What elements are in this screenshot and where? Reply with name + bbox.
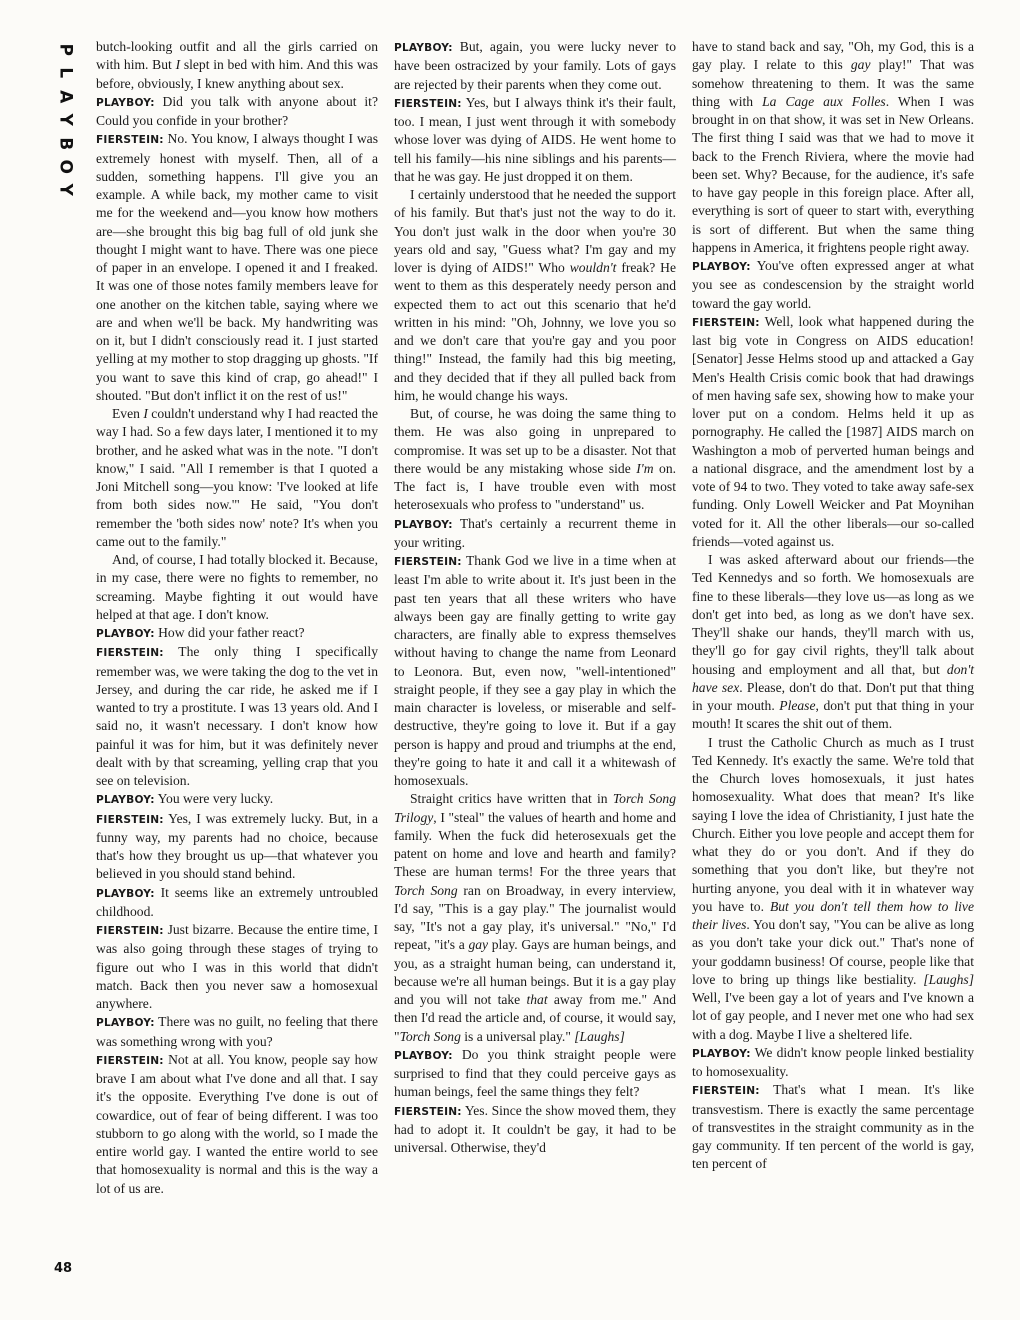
article-paragraph (692, 551, 974, 734)
paragraph-text: No. You know, I always thought I was extremely honest with myself. Then, all of a sudden, something happens. I'll give you an example. A while back, my mother came to visit me for the weekend and—you know how mothers are—she brought this big bag full of old junk she thought I might want to have. There was one piece of paper in an envelope. I opened it and I freaked. It was one of those notes family members leave for one another on the kitchen table, saying where we are and when we'll be back. My handwriting was on it, but I didn't consciously read it. I just started yelling at my mother to stop dragging up ghosts. "If you want to save this kind of crap, go ahead!" I shouted. "But don't inflict it on the rest of us!" (96, 131, 378, 403)
paragraph-text: Yes. Since the show moved them, they had to adopt it. It couldn't be gay, it had to be universal. Otherwise, they'd (394, 1102, 676, 1155)
title-letter: L (55, 67, 76, 79)
speaker-label: PLAYBOY: (394, 42, 453, 54)
article-paragraph (394, 552, 676, 790)
speaker-label: PLAYBOY: (96, 794, 155, 807)
paragraph-text: And, of course, I had totally blocked it. Because, in my case, there were no fights to remember, no screaming. Maybe fighting it out would have helped at that age. I don't know. (96, 552, 378, 622)
speaker-label: FIERSTEIN: (394, 1105, 462, 1118)
speaker-label: PLAYBOY: (96, 628, 155, 640)
article-paragraph (394, 1046, 676, 1102)
speaker-label: PLAYBOY: (96, 96, 155, 109)
title-letter: B (55, 136, 76, 150)
article-paragraph (394, 405, 676, 515)
paragraph-text: I trust the Catholic Church as much as I trust Ted Kennedy. It's exactly the same. We're told that the Church loves homosexuals, it just hates homosexuality. What does that mean? It's like saying I love the idea of Christianity, I just hate the Church. Either you love people and accept them for what they do or you don't. And if they do something that you don't like, but they're not hurting anyone, you deal with it in whatever way you have to. But you don't tell them how to live their lives. You don't say, "You can be alive as long as you don't take your dick out." That's none of your goddamn business! Of course, people like that love to bring up things like bestiality. [Laughs] Well, I've been gay a lot of years and I've known a lot of gay people, and I never met one who had sex with a dog. Maybe I live a sheltered life. (692, 734, 975, 1042)
speaker-label: PLAYBOY: (394, 518, 453, 531)
speaker-label: PLAYBOY: (394, 1049, 453, 1062)
speaker-label: FIERSTEIN: (96, 647, 164, 660)
article-paragraph (96, 93, 378, 131)
paragraph-text: It seems like an extremely untroubled childhood. (96, 884, 378, 919)
paragraph-text: But, again, you were lucky never to have been ostracized by your family. Lots of gays are rejected by their parents when they come out. (394, 39, 677, 92)
title-letter: Y (55, 183, 76, 197)
article-paragraph (692, 257, 974, 313)
article-paragraph (96, 643, 378, 790)
speaker-label: FIERSTEIN: (96, 1054, 164, 1067)
paragraph-text: But, of course, he was doing the same thing to them. He was also going in unprepared to compromise. It was set up to be a disaster. Not that there would be any mistaking whose side I'm on. The fact is, I have trouble even with most heterosexuals who profess to "understand" us. (394, 406, 677, 513)
article-paragraph (394, 94, 676, 186)
article-paragraph (96, 1013, 378, 1051)
paragraph-text: have to stand back and say, "Oh, my God, this is a gay play. I relate to this gay play!" That was somehow threatening to them. It was the same thing with La Cage aux Folles. When I was brought in on that show, it was set in New Orleans. The first thing I said was that we had to move it back to the French Riviera, where the movie had been set. Why? Because, for the audience, it's safe to have gay people in this foreign place. After all, everything is sort of queer to start with, everything is sort of different. But when the same thing happens in America, it frightens people right away. (692, 39, 975, 255)
title-letter: O (55, 159, 76, 174)
article-paragraph (96, 810, 378, 884)
paragraph-text: Just bizarre. Because the entire time, I was also going through these stages of trying to figure out who I was in this world that didn't match. Back then you never saw a homosexual anywhere. (96, 922, 378, 1011)
paragraph-text: I was asked afterward about our friends—the Ted Kennedys and so forth. We homosexuals are fine to these liberals—they love us—as long as we don't get into bed, as long as we don't have sex. They'll shake our hands, they'll march with us, they'll go for gay civil rights, they'll talk about housing and employment and all that, but don't have sex. Please, don't do that. Don't put that thing in your mouth. Please, don't put that thing in your mouth! It scares the shit out of them. (692, 552, 975, 732)
paragraph-text: Yes, I was extremely lucky. But, in a funny way, my parents had no choice, because that's how they brought us up—that whatever you believed in you should stand behind. (96, 810, 378, 882)
paragraph-text: You were very lucky. (157, 791, 274, 807)
article-paragraph (394, 515, 676, 553)
article-paragraph (692, 734, 974, 1044)
paragraph-text: Do you think straight people were surprised to find that they could perceive gays as human beings, feel the same things they felt? (394, 1046, 676, 1100)
speaker-label: PLAYBOY: (692, 261, 751, 273)
article-paragraph (394, 1102, 676, 1158)
paragraph-text: You've often expressed anger at what you see as condescension by the straight world toward the gay world. (692, 258, 974, 311)
article-paragraph (96, 1051, 378, 1198)
speaker-label: FIERSTEIN: (96, 134, 164, 147)
paragraph-text: Did you talk with anyone about it? Could you confide in your brother? (96, 93, 378, 128)
magazine-vertical-title (52, 38, 78, 202)
article-paragraph (96, 884, 378, 922)
speaker-label: FIERSTEIN: (692, 316, 760, 329)
paragraph-text: I certainly understood that he needed the support of his family. But that's just not the way to do it. You don't just walk in the door when you're 30 years old and say, "Guess what? I'm gay and my lover is dying of AIDS!" Who wouldn't freak? He went to them as this desperately needy person and expected them to act out this scenario that he'd written in his mind: "Oh, Johnny, we love you so and we don't care that you're gay and you poor thing!" Instead, the family had this big meeting, and they decided that if they all pulled back from him, he would change his ways. (394, 187, 676, 403)
speaker-label: FIERSTEIN: (394, 97, 462, 110)
paragraph-text: That's certainly a recurrent theme in your writing. (394, 515, 676, 550)
article-paragraph (394, 790, 676, 1046)
paragraph-text: We didn't know people linked bestiality to homosexuality. (692, 1044, 974, 1079)
paragraph-text: Well, look what happened during the last big vote in Congress on AIDS education! [Senator] Jesse Helms stood up and attacked a Gay Men's Health Crisis comic book that had drawings of men having safe sex, showing how to make your lover put on a condom. Helms held it up as pornography. He called the [1987] AIDS march on Washington a mob of perverted human beings and a national disgrace, and the amendment lost by a vote of 94 to two. They voted to take away safe-sex funding. Only Lowell Weicker and Pat Moynihan voted for it. All the other liberals—our so-called friends—voted against us. (692, 313, 975, 549)
title-letter: P (55, 43, 76, 56)
article-paragraph (96, 921, 378, 1013)
article-paragraph (96, 130, 378, 405)
text-column-1 (96, 38, 378, 1198)
speaker-label: PLAYBOY: (96, 887, 155, 900)
article-paragraph (394, 38, 676, 94)
article-paragraph (96, 551, 378, 624)
article-paragraph (96, 405, 378, 551)
paragraph-text: The only thing I specifically remember was, we were taking the dog to the vet in Jersey, and during the car ride, he asked me if I wanted to try a prostitute. I was 13 years old. And I said no, it wasn't necessary. I don't know how painful it was for him, but it was definitely never dealt with by that screaming, yelling crap that you see on television. (96, 644, 378, 788)
speaker-label: FIERSTEIN: (692, 1085, 760, 1098)
paragraph-text: Not at all. You know, people say how brave I am about what I've done and all that. I say it's the opposite. Everything I've done is out of cowardice, out of fear of being different. I was too stubborn to go along with the world, so I made the entire world gay. I wanted the entire world to see that homosexuality is normal and this is the way a lot of us are. (96, 1051, 378, 1196)
article-paragraph (96, 624, 378, 643)
speaker-label: PLAYBOY: (96, 1017, 155, 1030)
paragraph-text: Yes, but I always think it's their fault, too. I mean, I just went through it with somebody whose lover was dying of AIDS. He went home to tell his family—his nine siblings and his parents—that he was gay. He just dropped it on them. (394, 94, 676, 184)
article-paragraph (692, 1044, 974, 1082)
paragraph-text: That's what I mean. It's like transvestism. There is exactly the same percentage of transvestites in the straight community as in the gay community. If ten percent of the world is gay, ten percent of (692, 1082, 975, 1172)
speaker-label: FIERSTEIN: (96, 925, 164, 937)
text-column-3 (692, 38, 974, 1174)
article-paragraph (692, 38, 974, 257)
article-paragraph (96, 38, 378, 93)
article-paragraph (96, 790, 378, 809)
article-paragraph (394, 186, 676, 405)
speaker-label: FIERSTEIN: (96, 813, 164, 826)
page-number: 48 (54, 1261, 73, 1276)
text-column-2 (394, 38, 676, 1157)
speaker-label: PLAYBOY: (692, 1047, 751, 1060)
title-letter: A (55, 89, 76, 104)
paragraph-text: Even I couldn't understand why I had reacted the way I had. So a few days later, I mentioned it to my brother, and he asked what was in the note. "I don't know," I said. "All I remember is that I quoted a Joni Mitchell song—you know: 'I've looked at life from both sides now.'" He said, "You don't remember the 'both sides now' note? It's when you came out to the family." (96, 406, 378, 549)
paragraph-text: butch-looking outfit and all the girls carried on with him. But I slept in bed with him. And this was before, obviously, I knew anything about sex. (96, 39, 378, 91)
paragraph-text: How did your father react? (158, 625, 305, 640)
title-letter: Y (55, 113, 76, 127)
paragraph-text: There was no guilt, no feeling that there was something wrong with you? (96, 1014, 378, 1049)
article-paragraph (692, 313, 974, 551)
article-paragraph (692, 1081, 974, 1173)
paragraph-text: Straight critics have written that in Torch Song Trilogy, I "steal" the values of hearth and home and family. When the fuck did heterosexuals get the patent on home and love and hearth and family? These are human terms! For the three years that Torch Song ran on Broadway, in every interview, I'd say, "This is a gay play." The journalist would say, "It's not a gay play, it's universal." "No," I'd repeat, "it's a gay play. Gays are human beings, and you, as a straight human being, can understand it, because we're all human beings. But it is a gay play and you will not take that away from me." And then I'd read the article and, of course, it would say, "Torch Song is a universal play." [Laughs] (394, 791, 677, 1044)
paragraph-text: Thank God we live in a time when at least I'm able to write about it. It's just been in the past ten years that all these writers who have always been gay are finally getting to write gay characters, are finally able to express themselves without having to change the name from Leonard to Leonora. But, even now, "well-intentioned" straight people, if they see a gay play in which the main character is loveless, or miserable and self-destructive, they're going to love it. But if a gay person is happy and proud and triumphs at the end, they're going to hate it and call it a whitewash of homosexuals. (394, 553, 676, 788)
speaker-label: FIERSTEIN: (394, 556, 462, 568)
